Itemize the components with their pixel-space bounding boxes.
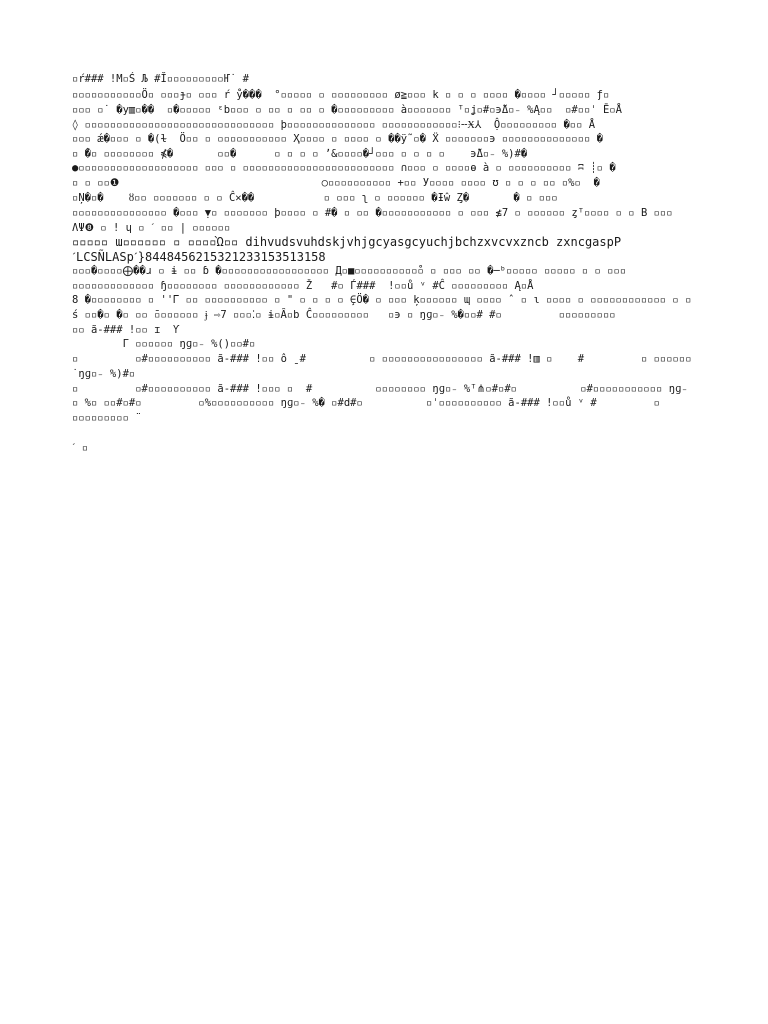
text-line: ▫▫▫�▫▫▫▫⨁��ɹ ▫ ɨ ▫▫ ɓ �▫▫▫▫▫▫▫▫▫▫▫▫▫▫▫▫▫ Д▫■▫▫▫▫▫▫▫▫▫▫̊▫ ▫ ▫▫▫ ▫▫ �─ᵇ▫▫▫▫▫ ▫▫▫▫▫ ▫ ▫ ▫▫▫	[72, 265, 627, 277]
text-line: ▫ %▫ ▫▫#▫#▫ ▫%▫▫▫▫▫▫▫▫▫▫ ŋɡ▫₋ %� ▫#d#▫ ▫ˈ▫▫▫▫▫▫▫▫▫▫ ã-### !▫▫ů ᵛ # ▫	[72, 397, 660, 409]
text-line: ˙ŋɡ▫₋ %)#▫	[72, 368, 136, 380]
text-line: ▫ŕ### !M▫Ś Љ #Ĭ▫▫▫▫▫▫▫▫▫Ҥ˙ #	[72, 73, 250, 85]
text-line: ś ▫▫�▫ �▫ ▫▫ ̄▫▫▫▫▫▫▫ ɉ ⇨7 ▫▫▫⁚▫ ɨ▫Ȃ▫b Ĉ▫▫▫▫▫▫▫▫▫ ▫϶ ▫ ŋɡ▫₋ %�▫▫# #▫ ▫▫▫▫▫▫▫▫▫	[72, 309, 616, 321]
text-line: ▫ ▫#▫▫▫▫▫▫▫▫▫▫ ã-### !▫▫ ô ̱ # ▫ ▫▫▫▫▫▫▫▫▫▫▫▫▫▫▫▫ ã-### !▥ ▫ # ▫ ▫▫▫▫▫▫	[72, 353, 692, 365]
text-line: ˊ ▫	[72, 442, 89, 454]
text-line: ◊ ▫▫▫▫▫▫▫▫▫▫▫▫▫▫▫▫▫▫▫▫▫▫▫▫▫▫▫▫▫▫ þ▫▫▫▫▫▫▫▫▫▫▫▫▫▫ ▫▫▫▫▫▫▫▫▫▫▫▫⁝╌Ӿ⅄ Ộ▫▫▫▫▫▫▫▫▫ �▫▫ Å	[72, 119, 596, 131]
text-line: ▫▫▫ ǽ�▫▫▫ ▫ �(ɫ Ö▫▫ ▫ ▫▫▫▫▫▫▫▫▫▫▫ Ҳ▫▫▫▫ ▫ ▫▫▫▫ ▫ ��ÿ̃ ▫� Ẍ ▫▫▫▫▫▫▫϶ ▫▫▫▫▫▫▫▫▫▫▫▫▫▫ �	[72, 133, 604, 145]
text-line: ▫ ▫#▫▫▫▫▫▫▫▫▫▫ ã-### !▫▫▫ ▫ # ▫▫▫▫▫▫▫▫ ŋɡ▫₋ %ᵀ⋔▫#▫#▫ ▫#▫▫▫▫▫▫▫▫▫▫▫ ŋɡ₋	[72, 383, 688, 395]
text-line: Γ ▫▫▫▫▫▫ ŋɡ▫₋ %()▫▫#▫	[72, 338, 256, 350]
text-line: ▫▫▫▫▫▫▫▫▫▫▫▫▫▫▫ �▫▫▫ ̣▼▫ ▫▫▫▫▫▫▫ þ▫▫▫▫ ▫ #� ▫ ▫▫ �▫▫▫▫▫▫▫▫▫▫▫ ▫ ▫▫▫ ≰7 ▫ ▫▫▫▫▫▫ ȥᵀ▫▫▫▫ ▫ ▫ B ▫▫▫	[72, 207, 673, 219]
text-line: ▫▫▫▫▫▫▫▫▫ ̈	[72, 412, 136, 424]
text-line: ▫▫▫▫▫ ɯ▫▫▫▫▫▫ ▫ ▫▫▫▫Ὼ▫▫ dihvudsvuhdskjvhjgcyasgcyuchjbchzxvcvxzncb zxncgaspP	[72, 235, 622, 249]
text-line: ▫▫ ã-### !▫▫ ɪ Ƴ	[72, 324, 180, 336]
text-line: ▫▫▫ ▫˙ �у▥▫�� ▫�▫▫▫▫▫ ᵋb▫▫▫ ▫ ▫▫ ▫ ▫▫ ▫ �▫▫▫▫▫▫▫▫▫ à▫▫▫▫▫▫▫ ᵀ▫ʝ▫#▫϶̃Δ▫₋ %Ą▫▫ ▫#▫▫ˈ Ē▫Å	[72, 104, 622, 116]
text-line: ▫▫▫▫▫▫▫▫▫▫▫▫▫ ɧ▫▫▫▫▫▫▫▫ ▫▫▫▫▫▫▫▫▫▫▫▫ Ž #▫ Ѓ### !▫▫ů ᵛ #Ĉ ▫▫▫▫▫▫▫▫▫ Ą▫Å	[72, 280, 534, 292]
text-line: 8 �▫▫▫▫▫▫▫▫ ▫ ''Ꮁ ▫▫ ▫▫▫▫▫▫▫▫▫▫ ▫ " ▫ ▫ ▫ ▫ ̧∈Ö� ▫ ▫▫▫ ķ▫▫▫▫▫▫ ɰ ▫▫▫▫ ˆ ▫ ɩ ▫▫▫▫ ▫ ▫▫▫▫▫▫▫▫▫▫▫▫ ▫ ▫	[72, 294, 692, 306]
text-line: ˊLCSÑLASpˊ}844845621532123315351315‌8	[72, 250, 326, 264]
text-line: ●▫▫▫▫▫▫▫▫▫▫▫▫▫▫▫▫▫▫▫ ▫▫▫ ▫ ▫▫▫▫▫▫▫▫▫▫▫▫▫▫▫▫▫▫▫▫▫▫▫▫ ∩▫▫▫ ▫ ▫▫▫▫ɵ à ▫ ▫▫▫▫▫▫▫▫▫▫ ʭ ┊▫ �	[72, 162, 616, 174]
text-line: ▫ ▫ ▫▫❶ ○▫▫▫▫▫▫▫▫▫▫ +▫▫ У▫▫▫▫ ▫▫▫▫ ʊ ▫ ▫ ▫ ▫▫ ▫%▫ �	[72, 177, 600, 189]
text-line: ▫▫▫▫▫▫▫▫▫▫▫Ö▫ ▫▫▫ɟ▫ ▫▫▫ ŕ ẙ��� °▫▫▫▫▫ ▫ ▫▫▫▫▫▫▫▫▫ ø≧▫▫▫ k ▫ ▫ ▫ ▫▫▫▫ �▫▫▫▫ ┘▫▫▫▫▫ ƒ▫	[72, 89, 610, 101]
text-line: ɅΨ❽ ▫ ! ɥ ▫ ˊ ▫▫ | ▫▫▫▫▫▫	[72, 222, 231, 234]
text-line: ▫Ņ�▫� ȣ▫▫ ▫▫▫▫▫▫▫ ▫ ▫ Ĉ✕�� ▫ ▫▫▫ ʅ ▫ ▫▫▫▫▫▫ �Ɨŵ Ȥ� � ▫ ▫▫▫	[72, 192, 558, 204]
text-line: ▫ ̃�▫ ▫▫▫▫▫▫▫▫ ⋠� ▫▫� ▫ ▫ ▫ ▫ ʼ&▫▫▫▫�┘▫▫▫ ▫ ▫ ▫ ▫ ϶̃Δ▫₋ %)#�	[72, 148, 528, 160]
